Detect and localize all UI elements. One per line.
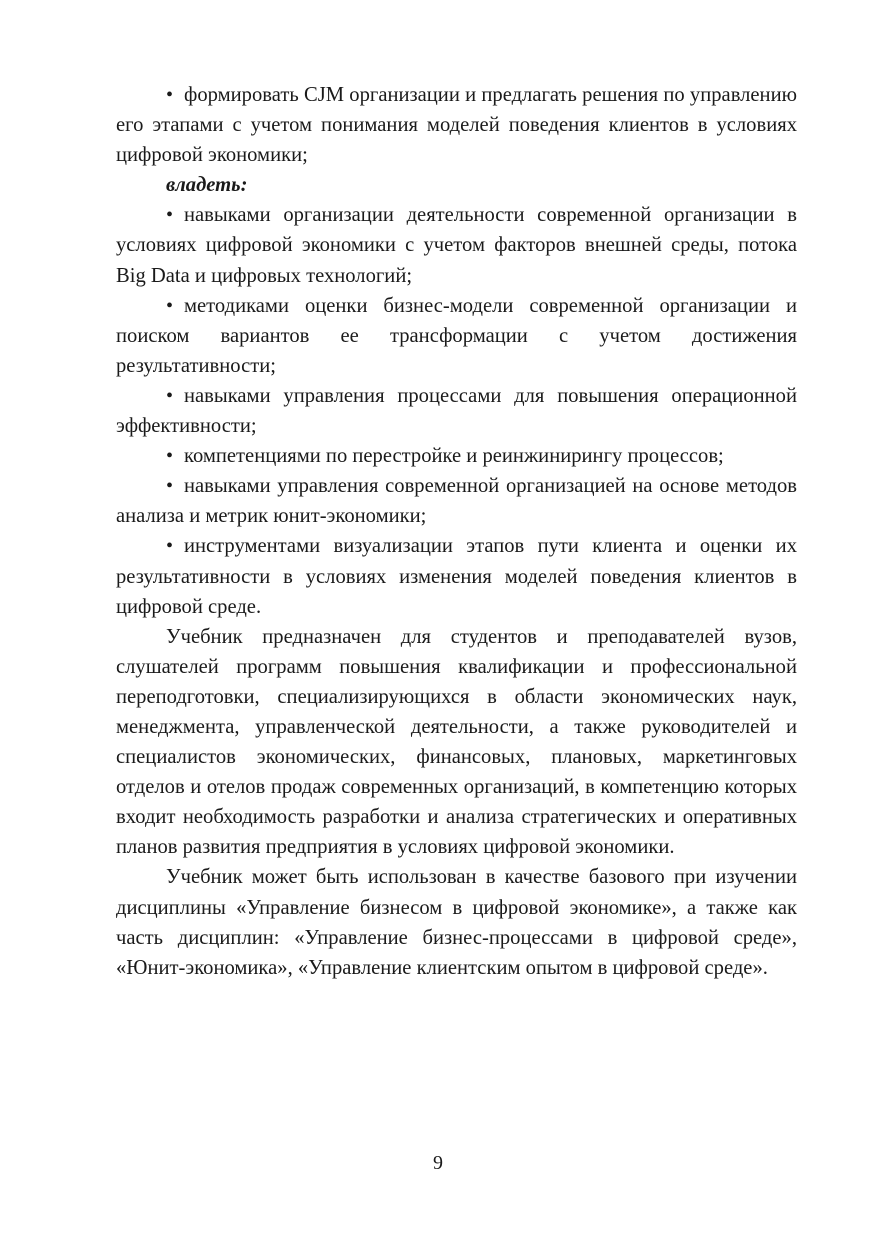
bullet-text: навыками управления процессами для повышения операционной эффективности;	[116, 384, 797, 438]
bullet-paragraph	[116, 381, 797, 441]
bullet-paragraph	[116, 291, 797, 381]
bullet-paragraph	[116, 441, 797, 471]
bullet-icon: •	[166, 384, 174, 407]
bullet-text: методиками оценки бизнес-модели современной организации и поиском вариантов ее трансформации с учетом достижения результативности;	[116, 294, 797, 377]
bullet-text: формировать CJM организации и предлагать решения по управлению его этапами с учетом понимания моделей поведения клиентов в условиях цифровой экономики;	[116, 84, 797, 167]
heading-text: владеть:	[166, 174, 248, 197]
section-heading	[116, 170, 797, 200]
bullet-paragraph	[116, 80, 797, 170]
bullet-paragraph	[116, 200, 797, 290]
bullet-paragraph	[116, 531, 797, 621]
bullet-icon: •	[166, 475, 174, 498]
bullet-icon: •	[166, 84, 174, 106]
bullet-icon: •	[166, 535, 174, 558]
bullet-text: компетенциями по перестройке и реинжинирингу процессов;	[184, 445, 724, 468]
body-paragraph: Учебник может быть использован в качестве базового при изучении дисциплины «Управление бизнесом в цифровой экономике», а также как часть дисциплин: «Управление бизнес-процессами в цифровой среде», «Юнит-экономика», «Управление клиентским опытом в цифровой среде».	[116, 866, 797, 979]
bullet-text: навыками управления современной организацией на основе методов анализа и метрик юнит-экономики;	[116, 475, 797, 528]
bullet-icon: •	[166, 294, 174, 317]
bullet-paragraph	[116, 471, 797, 531]
bullet-icon: •	[166, 204, 174, 227]
page-number: 9	[433, 1152, 443, 1174]
bullet-icon: •	[166, 445, 174, 468]
body-text	[116, 80, 797, 983]
body-paragraph: Учебник предназначен для студентов и преподавателей вузов, слушателей программ повышения квалификации и профессиональной переподготовки, специализирующихся в области экономических наук, менеджмента, управленческой деятельности, а также руководителей и специалистов экономических, финансовых, плановых, маркетинговых отделов и отелов продаж современных организаций, в компетенцию которых входит необходимость разработки и анализа стратегических и оперативных планов развития предприятия в условиях цифровой экономики.	[116, 625, 797, 859]
bullet-text: инструментами визуализации этапов пути клиента и оценки их результативности в условиях изменения моделей поведения клиентов в цифровой среде.	[116, 535, 797, 618]
bullet-text: навыками организации деятельности современной организации в условиях цифровой экономики с учетом факторов внешней среды, потока Big Data и цифровых технологий;	[116, 204, 797, 287]
